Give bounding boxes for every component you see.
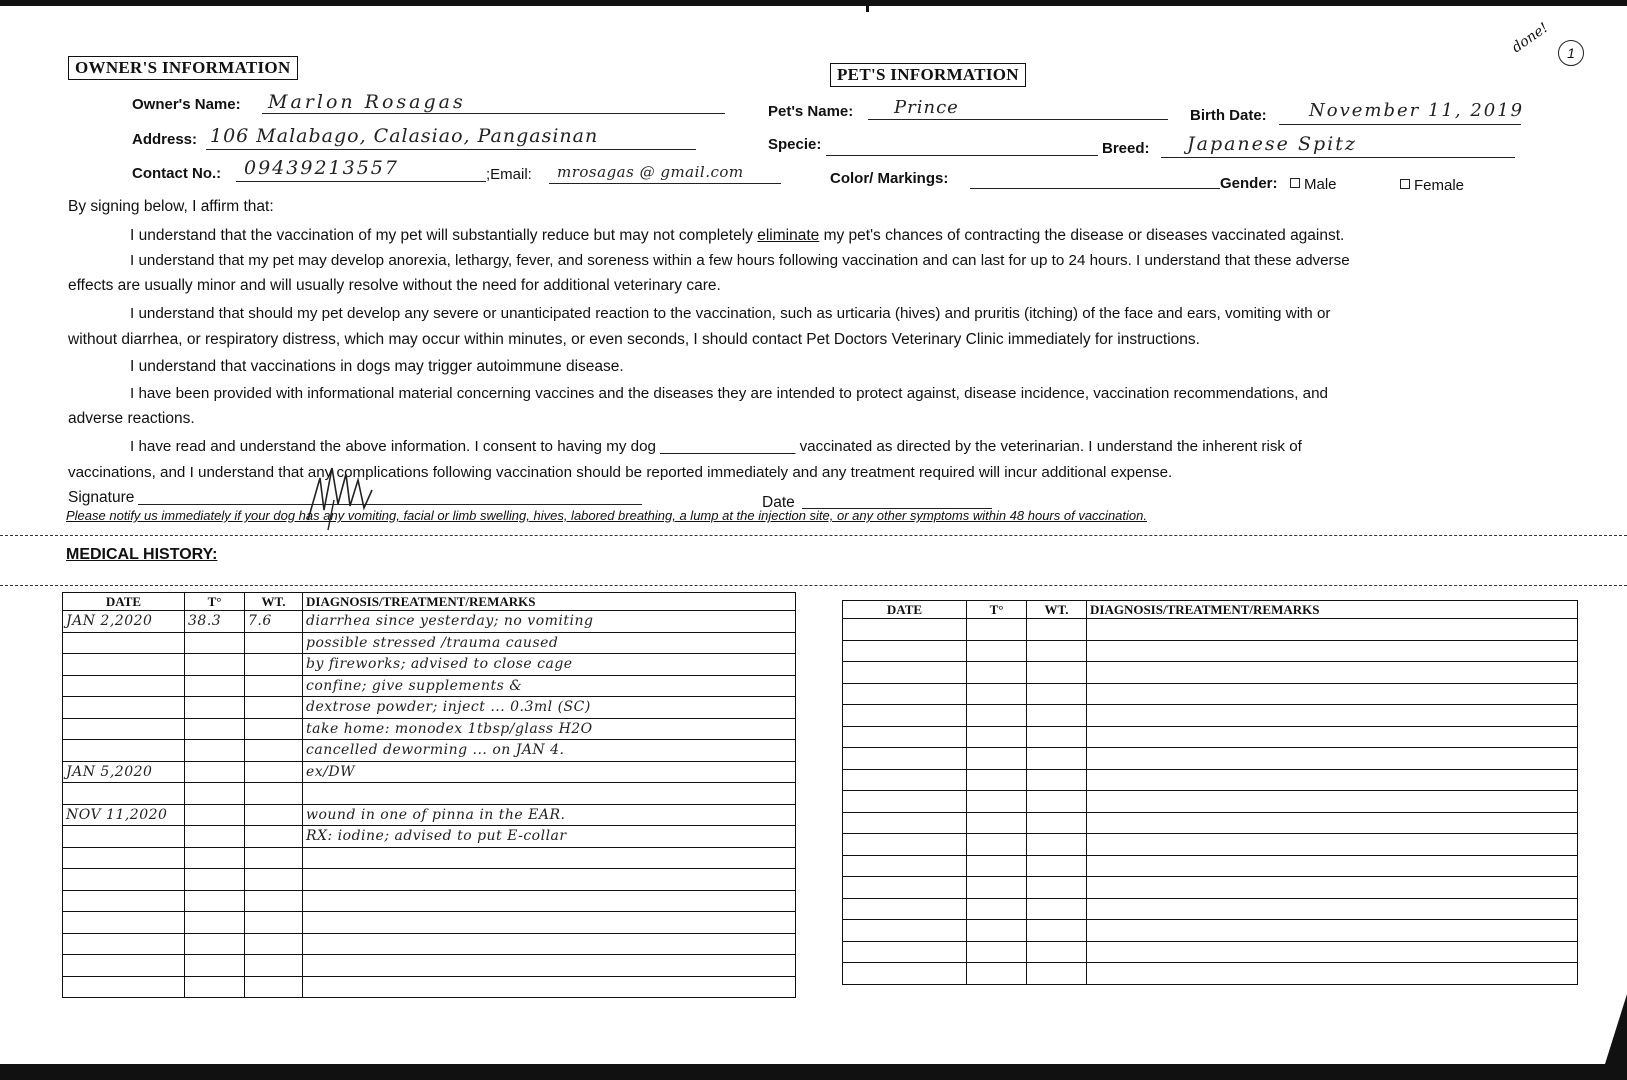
owner-name-value: Marlon Rosagas bbox=[268, 91, 466, 113]
birth-date-value: November 11, 2019 bbox=[1309, 100, 1525, 121]
cell-remarks bbox=[303, 783, 796, 805]
pet-name-value: Prince bbox=[894, 97, 959, 118]
col-remarks: DIAGNOSIS/TREATMENT/REMARKS bbox=[1087, 601, 1578, 619]
cell-wt bbox=[245, 675, 303, 697]
dashed-divider-1 bbox=[0, 535, 1627, 536]
table-row bbox=[63, 740, 796, 762]
consent-intro: By signing below, I affirm that: bbox=[68, 198, 274, 215]
table-row bbox=[63, 675, 796, 697]
cell-wt bbox=[245, 718, 303, 740]
cell-date bbox=[63, 826, 185, 848]
contact-label: Contact No.: bbox=[132, 165, 222, 182]
top-border bbox=[0, 0, 1627, 6]
table-row bbox=[843, 640, 1578, 662]
consent-p2-a: I understand that my pet may develop anorexia, lethargy, fever, and soreness within a few hours following vaccination and can last for up to 24 hours. I understand that these adverse bbox=[130, 252, 1350, 269]
col-date: DATE bbox=[843, 601, 967, 619]
cell-date: JAN 5,2020 bbox=[63, 761, 185, 783]
col-wt: WT. bbox=[1027, 601, 1087, 619]
table-row bbox=[843, 898, 1578, 920]
birth-date-field[interactable] bbox=[1279, 100, 1525, 125]
owner-name-label: Owner's Name: bbox=[132, 96, 241, 113]
specie-field[interactable] bbox=[826, 137, 1098, 156]
cell-date bbox=[63, 697, 185, 719]
bottom-border bbox=[0, 1064, 1627, 1080]
cell-remarks: wound in one of pinna in the EAR. bbox=[303, 804, 796, 826]
cell-temp: 38.3 bbox=[185, 611, 245, 633]
col-date: DATE bbox=[63, 593, 185, 611]
done-note: done! bbox=[1509, 19, 1552, 57]
pet-name-label: Pet's Name: bbox=[768, 103, 854, 120]
consent-p3-b: without diarrhea, or respiratory distress, which may occur within minutes, or even seconds, I should contact Pet Doctors Veterinary Clinic immediately for instructions. bbox=[68, 331, 1200, 348]
table-row bbox=[843, 941, 1578, 963]
cell-remarks: possible stressed /trauma caused bbox=[303, 632, 796, 654]
consent-p5-a: I have been provided with informational material concerning vaccines and the diseases they are intended to protect against, disease incidence, vaccination recommendations, and bbox=[130, 385, 1328, 402]
top-center-mark bbox=[866, 0, 869, 12]
col-wt: WT. bbox=[245, 593, 303, 611]
table-row bbox=[843, 705, 1578, 727]
page-number-circle: 1 bbox=[1558, 40, 1584, 66]
cell-date bbox=[63, 718, 185, 740]
consent-p1-c: my pet's chances of contracting the disease or diseases vaccinated against. bbox=[819, 227, 1345, 244]
cell-wt bbox=[245, 761, 303, 783]
date-field[interactable] bbox=[802, 490, 992, 509]
address-value: 106 Malabago, Calasiao, Pangasinan bbox=[210, 125, 599, 147]
contact-value: 09439213557 bbox=[244, 157, 399, 179]
specie-label: Specie: bbox=[768, 136, 822, 153]
table-row bbox=[63, 697, 796, 719]
date-label: Date bbox=[762, 494, 795, 511]
cell-remarks: by fireworks; advised to close cage bbox=[303, 654, 796, 676]
cell-wt bbox=[245, 804, 303, 826]
cell-temp bbox=[185, 654, 245, 676]
table-row bbox=[63, 933, 796, 955]
cell-date bbox=[63, 675, 185, 697]
contact-field[interactable] bbox=[236, 157, 486, 182]
page-corner-mark bbox=[1605, 994, 1627, 1064]
cell-date bbox=[63, 783, 185, 805]
table-row bbox=[843, 963, 1578, 985]
cell-date: JAN 2,2020 bbox=[63, 611, 185, 633]
cell-wt bbox=[245, 697, 303, 719]
consent-p1-b: eliminate bbox=[757, 227, 820, 244]
cell-date bbox=[63, 654, 185, 676]
cell-temp bbox=[185, 675, 245, 697]
table-row bbox=[63, 826, 796, 848]
cell-wt bbox=[245, 783, 303, 805]
col-temp: T° bbox=[185, 593, 245, 611]
consent-p3-a: I understand that should my pet develop any severe or unanticipated reaction to the vaccination, such as urticaria (hives) and pruritis (itching) of the face and ears, vomiting with or bbox=[130, 305, 1331, 322]
table-row bbox=[63, 955, 796, 977]
table-row bbox=[843, 662, 1578, 684]
notify-notice: Please notify us immediately if your dog has any vomiting, facial or limb swelling, hives, labored breathing, a lump at the injection site, or any other symptoms within 48 hours of vaccination. bbox=[66, 508, 1147, 523]
table-row bbox=[63, 783, 796, 805]
pet-info-heading: PET'S INFORMATION bbox=[830, 63, 1026, 87]
breed-label: Breed: bbox=[1102, 140, 1150, 157]
medical-history-heading: MEDICAL HISTORY: bbox=[66, 546, 218, 563]
cell-temp bbox=[185, 697, 245, 719]
table-row bbox=[63, 611, 796, 633]
table-row bbox=[843, 877, 1578, 899]
cell-remarks: dextrose powder; inject ... 0.3ml (SC) bbox=[303, 697, 796, 719]
owner-info-heading: OWNER'S INFORMATION bbox=[68, 56, 298, 80]
color-markings-label: Color/ Markings: bbox=[830, 170, 949, 187]
table-row bbox=[843, 834, 1578, 856]
table-header-row bbox=[63, 593, 796, 611]
cell-remarks: take home: monodex 1tbsp/glass H2O bbox=[303, 718, 796, 740]
table-row bbox=[63, 654, 796, 676]
table-row bbox=[63, 761, 796, 783]
cell-temp bbox=[185, 718, 245, 740]
breed-value: Japanese Spitz bbox=[1187, 133, 1357, 155]
medical-history-table-left bbox=[62, 592, 796, 998]
table-row bbox=[63, 847, 796, 869]
color-markings-field[interactable] bbox=[970, 170, 1220, 189]
male-label: Male bbox=[1304, 176, 1337, 193]
table-row bbox=[843, 726, 1578, 748]
gender-female-option[interactable] bbox=[1400, 177, 1464, 194]
cell-remarks: diarrhea since yesterday; no vomiting bbox=[303, 611, 796, 633]
table-row bbox=[843, 855, 1578, 877]
table-row bbox=[63, 632, 796, 654]
email-label: ;Email: bbox=[486, 166, 532, 183]
birth-date-label: Birth Date: bbox=[1190, 107, 1267, 124]
cell-wt bbox=[245, 740, 303, 762]
consent-p2-b: effects are usually minor and will usually resolve without the need for additional veterinary care. bbox=[68, 277, 721, 294]
table-row bbox=[843, 619, 1578, 641]
table-row bbox=[843, 812, 1578, 834]
male-checkbox[interactable] bbox=[1290, 178, 1300, 188]
breed-field[interactable] bbox=[1161, 133, 1515, 158]
cell-remarks: ex/DW bbox=[303, 761, 796, 783]
table-row bbox=[63, 890, 796, 912]
cell-temp bbox=[185, 783, 245, 805]
table-row bbox=[843, 791, 1578, 813]
pet-name-field[interactable] bbox=[868, 97, 1168, 120]
table-row bbox=[63, 976, 796, 998]
signature-field[interactable] bbox=[138, 486, 642, 505]
cell-date: NOV 11,2020 bbox=[63, 804, 185, 826]
female-checkbox[interactable] bbox=[1400, 179, 1410, 189]
cell-wt bbox=[245, 632, 303, 654]
medical-history-table-right bbox=[842, 600, 1578, 985]
address-label: Address: bbox=[132, 131, 198, 148]
cell-remarks: confine; give supplements & bbox=[303, 675, 796, 697]
table-row bbox=[843, 683, 1578, 705]
gender-label: Gender: bbox=[1220, 175, 1278, 192]
table-header-row bbox=[843, 601, 1578, 619]
female-label: Female bbox=[1414, 177, 1465, 194]
cell-remarks: cancelled deworming ... on JAN 4. bbox=[303, 740, 796, 762]
table-row bbox=[843, 769, 1578, 791]
email-field[interactable] bbox=[549, 165, 781, 184]
owner-name-field[interactable] bbox=[262, 91, 725, 114]
cell-date bbox=[63, 740, 185, 762]
cell-wt: 7.6 bbox=[245, 611, 303, 633]
cell-remarks: RX: iodine; advised to put E-collar bbox=[303, 826, 796, 848]
signature-label: Signature bbox=[68, 489, 135, 506]
address-field[interactable] bbox=[206, 125, 696, 150]
table-row bbox=[63, 718, 796, 740]
signature-scribble bbox=[298, 460, 388, 540]
gender-male-option[interactable] bbox=[1290, 176, 1337, 193]
cell-temp bbox=[185, 761, 245, 783]
col-remarks: DIAGNOSIS/TREATMENT/REMARKS bbox=[303, 593, 796, 611]
cell-temp bbox=[185, 826, 245, 848]
cell-date bbox=[63, 632, 185, 654]
cell-temp bbox=[185, 804, 245, 826]
cell-wt bbox=[245, 654, 303, 676]
consent-p6-a: I have read and understand the above information. I consent to having my dog ________________ vaccinated as directed by the veterinarian. I understand the inherent risk of bbox=[130, 438, 1302, 455]
table-row bbox=[63, 912, 796, 934]
cell-temp bbox=[185, 740, 245, 762]
consent-p1 bbox=[130, 222, 1344, 249]
table-row bbox=[63, 804, 796, 826]
table-row bbox=[843, 748, 1578, 770]
col-temp: T° bbox=[967, 601, 1027, 619]
email-value: mrosagas @ gmail.com bbox=[557, 163, 744, 181]
consent-p1-a: I understand that the vaccination of my pet will substantially reduce but may not completely bbox=[130, 227, 758, 244]
cell-wt bbox=[245, 826, 303, 848]
cell-temp bbox=[185, 632, 245, 654]
consent-p5-b: adverse reactions. bbox=[68, 410, 195, 427]
table-row bbox=[843, 920, 1578, 942]
dashed-divider-2 bbox=[0, 585, 1627, 586]
consent-p4: I understand that vaccinations in dogs may trigger autoimmune disease. bbox=[130, 358, 624, 375]
consent-p6-b: vaccinations, and I understand that any complications following vaccination should be reported immediately and any treatment required will incur additional expense. bbox=[68, 464, 1173, 481]
table-row bbox=[63, 869, 796, 891]
